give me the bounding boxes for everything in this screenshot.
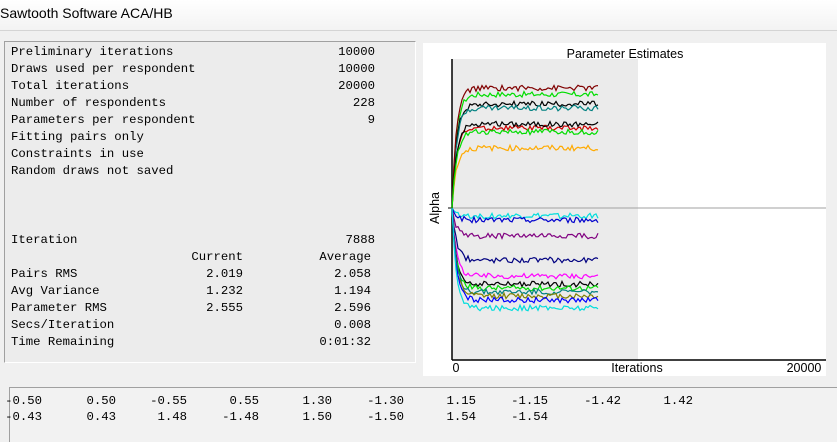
parameter-estimates-chart [423, 43, 826, 376]
iteration-label: Iteration [11, 233, 78, 247]
setting-row [5, 61, 415, 78]
beta-value: -1.54 [511, 410, 548, 424]
setting-label: Number of respondents [11, 96, 166, 110]
chart-title: Parameter Estimates [566, 47, 684, 61]
average-header: Average [319, 250, 371, 264]
setting-row [5, 95, 415, 112]
beta-value: -1.15 [511, 394, 548, 408]
beta-value: -1.48 [222, 410, 259, 424]
beta-value: 1.50 [302, 410, 332, 424]
title-bar [0, 0, 837, 31]
beta-value: -1.30 [367, 394, 404, 408]
stat-row [5, 300, 415, 317]
stat-current: 2.019 [206, 267, 243, 281]
stat-average: 2.058 [334, 267, 371, 281]
beta-value: 1.15 [446, 394, 476, 408]
stat-row [5, 283, 415, 300]
stat-label: Pairs RMS [11, 267, 78, 281]
beta-value: -1.50 [367, 410, 404, 424]
beta-estimates-panel [5, 387, 837, 442]
beta-value: 1.54 [446, 410, 476, 424]
x-tick-label: 20000 [786, 361, 822, 375]
settings-panel [4, 41, 416, 363]
beta-value: 0.43 [86, 410, 116, 424]
beta-row [5, 410, 837, 426]
setting-label: Draws used per respondent [11, 62, 196, 76]
beta-value: 0.55 [229, 394, 259, 408]
beta-value: -0.55 [150, 394, 187, 408]
stat-label: Secs/Iteration [11, 318, 115, 332]
setting-label: Fitting pairs only [11, 130, 144, 144]
x-tick-label: 0 [452, 361, 460, 375]
x-axis-label: Iterations [611, 361, 663, 375]
window-title: Sawtooth Software ACA/HB [0, 5, 173, 21]
stat-current: 2.555 [206, 301, 243, 315]
stat-label: Parameter RMS [11, 301, 107, 315]
iteration-value: 7888 [345, 233, 375, 247]
beta-value: 1.42 [663, 394, 693, 408]
setting-value: 9 [367, 113, 375, 127]
stat-average: 0.008 [334, 318, 371, 332]
current-header: Current [191, 250, 243, 264]
setting-label: Parameters per respondent [11, 113, 196, 127]
setting-row [5, 44, 415, 61]
setting-row [5, 146, 415, 163]
chart-svg [423, 43, 826, 376]
stat-average: 0:01:32 [319, 335, 371, 349]
setting-value: 10000 [338, 62, 375, 76]
setting-label: Total iterations [11, 79, 130, 93]
stat-row [5, 317, 415, 334]
beta-value: 0.50 [86, 394, 116, 408]
beta-value: -1.42 [584, 394, 621, 408]
setting-label: Preliminary iterations [11, 45, 174, 59]
stat-row [5, 266, 415, 283]
stat-average: 2.596 [334, 301, 371, 315]
setting-value: 20000 [338, 79, 375, 93]
setting-label: Constraints in use [11, 147, 144, 161]
stat-current: 1.232 [206, 284, 243, 298]
setting-value: 10000 [338, 45, 375, 59]
stat-label: Time Remaining [11, 335, 115, 349]
stat-average: 1.194 [334, 284, 371, 298]
beta-value: -0.43 [5, 410, 42, 424]
beta-value: 1.30 [302, 394, 332, 408]
setting-row [5, 112, 415, 129]
setting-row [5, 78, 415, 95]
iteration-row [5, 232, 415, 249]
stats-header [5, 249, 415, 266]
y-axis-label: Alpha [428, 192, 442, 224]
setting-value: 228 [352, 96, 375, 110]
setting-label: Random draws not saved [11, 164, 174, 178]
beta-row [5, 394, 837, 410]
stat-label: Avg Variance [11, 284, 100, 298]
beta-value: -0.50 [5, 394, 42, 408]
setting-row [5, 163, 415, 180]
stat-row [5, 334, 415, 351]
setting-row [5, 129, 415, 146]
beta-value: 1.48 [157, 410, 187, 424]
